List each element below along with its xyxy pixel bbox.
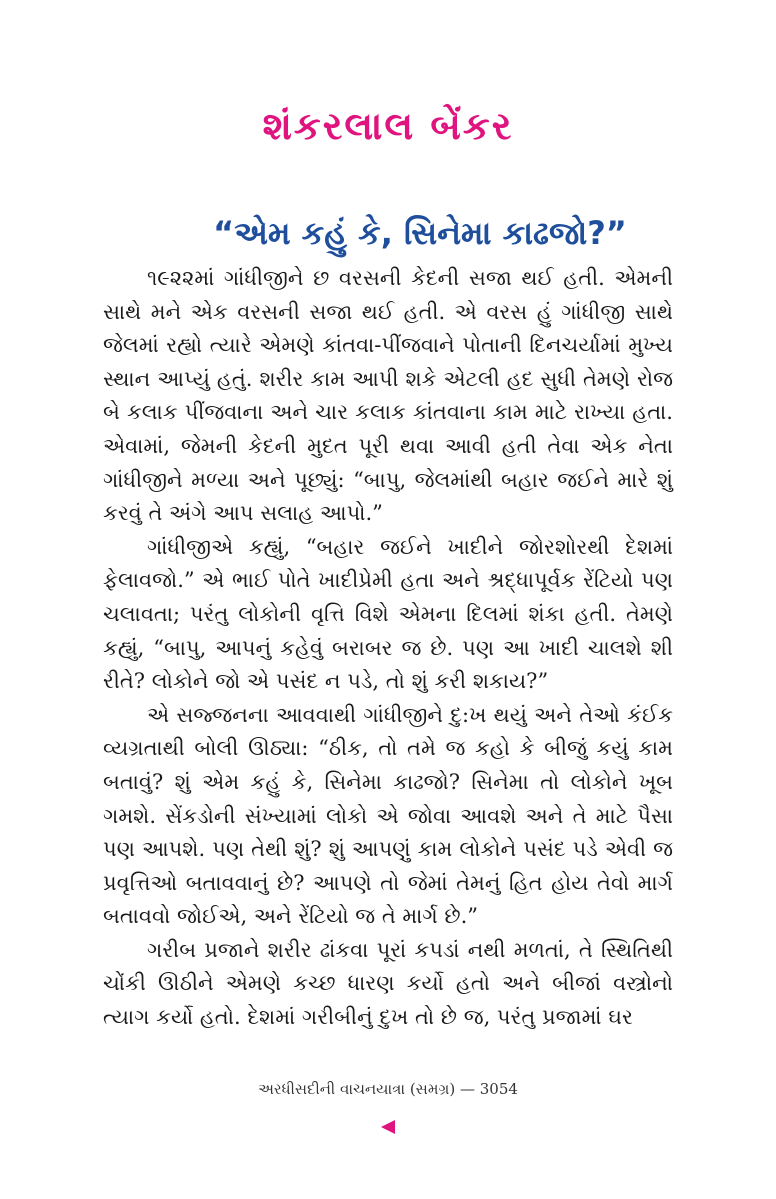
- paragraph-4: ગરીબ પ્રજાને શરીર ઢાંકવા પૂરાં કપડાં નથી મળતાં, તે સ્થિતિથી ચોંકી ઊઠીને એમણે કચ્છ ધારણ કર્યો હતો અને બીજાં વસ્ત્રોનો ત્યાગ કર્યો હતો. દેશમાં ગરીબીનું દુખ તો છે જ, પરંતુ પ્રજામાં ઘર: [103, 937, 673, 1030]
- paragraph-1: ૧૯૨૨માં ગાંધીજીને છ વરસની કેદની સજા થઈ હતી. એમની સાથે મને એક વરસની સજા થઈ હતી. એ વરસ હું ગાંધીજી સાથે જેલમાં રહ્યો ત્યારે એમણે કાંતવા-પીંજવાને પોતાની દિનચર્યામાં મુખ્ય સ્થાન આપ્યું હતું. શરીર કામ આપી શકે એટલી હદ સુધી તેમણે રોજ બે કલાક પીંજવાના અને ચાર કલાક કાંતવાના કામ માટે રાખ્યા હતા. એવામાં, જેમની કેદની મુદત પૂરી થવા આવી હતી તેવા એક નેતા ગાંધીજીને મળ્યા અને પૂછ્યું: “બાપુ, જેલમાંથી બહાર જઈને મારે શું કરવું તે અંગે આપ સલાહ આપો.”: [103, 266, 673, 526]
- section-title: “એમ કહું કે, સિનેમા કાઢજો?”: [213, 214, 627, 252]
- article-body: [103, 262, 673, 1035]
- paragraph-3: એ સજ્જનના આવવાથી ગાંધીજીને દુ:ખ થયું અને તેઓ કંઈક વ્યગ્રતાથી બોલી ઊઠ્યા: “ઠીક, તો તમે જ કહો કે બીજું કયું કામ બતાવું? શું એમ કહું કે, સિનેમા કાઢજો? સિનેમા તો લોકોને ખૂબ ગમશે. સેંકડોની સંખ્યામાં લોકો એ જોવા આવશે અને તે માટે પૈસા પણ આપશે. પણ તેથી શું? શું આપણું કામ લોકોને પસંદ પડે એવી જ પ્રવૃત્તિઓ બતાવવાનું છે? આપણે તો જેમાં તેમનું હિત હોય તેવો માર્ગ બતાવવો જોઈએ, અને રેંટિયો જ તે માર્ગ છે.”: [103, 702, 673, 929]
- previous-page-arrow-icon[interactable]: [381, 1120, 395, 1134]
- page-footer: અરધીસદીની વાચનયાત્રા (સમગ્ર) — 3054: [258, 1080, 518, 1098]
- page-title: શંકરલાલ બેંકર: [262, 104, 514, 148]
- paragraph-2: ગાંધીજીએ કહ્યું, “બહાર જઈને ખાદીને જોરશોરથી દેશમાં ફેલાવજો.” એ ભાઈ પોતે ખાદીપ્રેમી હતા અને શ્રદ્ધાપૂર્વક રેંટિયો પણ ચલાવતા; પરંતુ લોકોની વૃત્તિ વિશે એમના દિલમાં શંકા હતી. તેમણે કહ્યું, “બાપુ, આપનું કહેવું બરાબર જ છે. પણ આ ખાદી ચાલશે શી રીતે? લોકોને જો એ પસંદ ન પડે, તો શું કરી શકાય?”: [103, 534, 673, 694]
